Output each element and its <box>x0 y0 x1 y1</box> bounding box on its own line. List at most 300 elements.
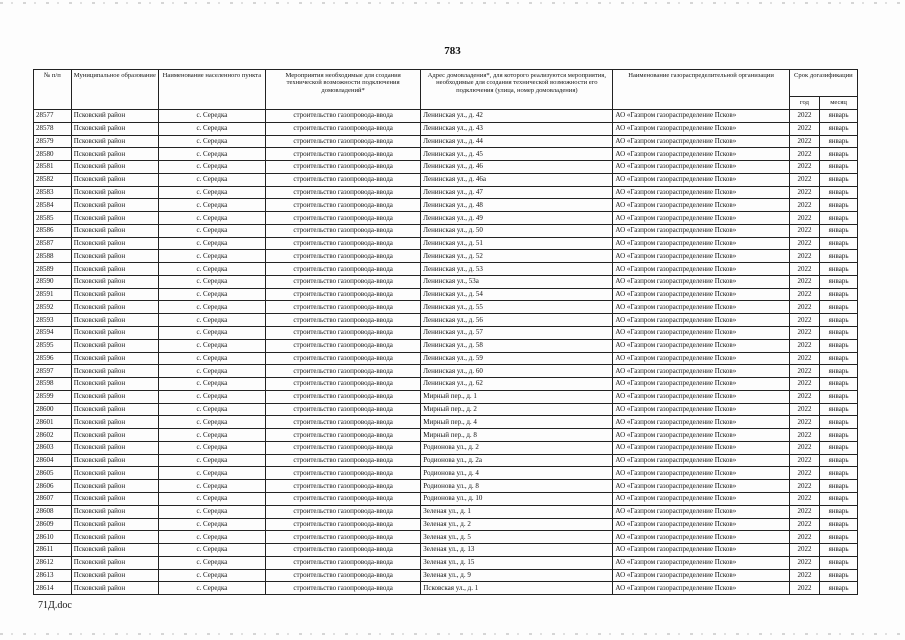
cell-address: Родионова ул., д. 10 <box>421 492 613 505</box>
cell-activity: строительство газопровода-ввода <box>265 199 420 212</box>
cell-activity: строительство газопровода-ввода <box>265 301 420 314</box>
cell-address: Ленинская ул., д. 48 <box>421 199 613 212</box>
cell-address: Ленинская ул., д. 47 <box>421 186 613 199</box>
cell-number: 28585 <box>34 212 72 225</box>
table-row <box>34 110 858 123</box>
cell-number: 28586 <box>34 224 72 237</box>
table-row <box>34 161 858 174</box>
cell-address: Мирный пер., д. 2 <box>421 403 613 416</box>
cell-address: Родионова ул., д. 4 <box>421 467 613 480</box>
cell-month: январь <box>820 212 858 225</box>
cell-locality: с. Середка <box>158 429 265 442</box>
cell-year: 2022 <box>789 518 819 531</box>
cell-address: Ленинская ул., д. 42 <box>421 110 613 123</box>
cell-year: 2022 <box>789 173 819 186</box>
cell-month: январь <box>820 416 858 429</box>
cell-locality: с. Середка <box>158 263 265 276</box>
cell-address: Родионова ул., д. 2 <box>421 441 613 454</box>
cell-organization: АО «Газпром газораспределение Псков» <box>613 492 789 505</box>
cell-month: январь <box>820 582 858 595</box>
cell-number: 28613 <box>34 569 72 582</box>
cell-municipality: Псковский район <box>71 480 158 493</box>
cell-number: 28582 <box>34 173 72 186</box>
cell-month: январь <box>820 339 858 352</box>
cell-activity: строительство газопровода-ввода <box>265 288 420 301</box>
cell-number: 28596 <box>34 352 72 365</box>
cell-month: январь <box>820 505 858 518</box>
cell-number: 28595 <box>34 339 72 352</box>
cell-year: 2022 <box>789 212 819 225</box>
gasification-table <box>33 69 858 595</box>
cell-organization: АО «Газпром газораспределение Псков» <box>613 199 789 212</box>
cell-number: 28612 <box>34 556 72 569</box>
table-row <box>34 378 858 391</box>
cell-month: январь <box>820 122 858 135</box>
cell-organization: АО «Газпром газораспределение Псков» <box>613 403 789 416</box>
cell-organization: АО «Газпром газораспределение Псков» <box>613 429 789 442</box>
cell-activity: строительство газопровода-ввода <box>265 518 420 531</box>
cell-year: 2022 <box>789 492 819 505</box>
table-row <box>34 390 858 403</box>
cell-activity: строительство газопровода-ввода <box>265 544 420 557</box>
cell-organization: АО «Газпром газораспределение Псков» <box>613 569 789 582</box>
cell-activity: строительство газопровода-ввода <box>265 339 420 352</box>
page-number: 783 <box>444 45 461 57</box>
cell-month: январь <box>820 327 858 340</box>
cell-organization: АО «Газпром газораспределение Псков» <box>613 454 789 467</box>
cell-address: Ленинская ул., д. 53 <box>421 263 613 276</box>
cell-activity: строительство газопровода-ввода <box>265 505 420 518</box>
cell-locality: с. Середка <box>158 365 265 378</box>
table-row <box>34 288 858 301</box>
scan-edge-bottom <box>0 633 905 635</box>
table-row <box>34 518 858 531</box>
cell-address: Ленинская ул., д. 45 <box>421 148 613 161</box>
cell-month: январь <box>820 224 858 237</box>
table-row <box>34 135 858 148</box>
cell-locality: с. Середка <box>158 237 265 250</box>
cell-activity: строительство газопровода-ввода <box>265 275 420 288</box>
cell-year: 2022 <box>789 314 819 327</box>
cell-month: январь <box>820 454 858 467</box>
table-row <box>34 314 858 327</box>
cell-number: 28601 <box>34 416 72 429</box>
table-row <box>34 212 858 225</box>
cell-address: Ленинская ул., д. 55 <box>421 301 613 314</box>
cell-year: 2022 <box>789 186 819 199</box>
cell-year: 2022 <box>789 441 819 454</box>
cell-locality: с. Середка <box>158 454 265 467</box>
cell-activity: строительство газопровода-ввода <box>265 122 420 135</box>
cell-address: Зеленая ул., д. 15 <box>421 556 613 569</box>
table-row <box>34 582 858 595</box>
cell-organization: АО «Газпром газораспределение Псков» <box>613 122 789 135</box>
cell-number: 28600 <box>34 403 72 416</box>
cell-organization: АО «Газпром газораспределение Псков» <box>613 556 789 569</box>
cell-month: январь <box>820 441 858 454</box>
table-row <box>34 339 858 352</box>
cell-municipality: Псковский район <box>71 518 158 531</box>
cell-address: Зеленая ул., д. 2 <box>421 518 613 531</box>
cell-number: 28602 <box>34 429 72 442</box>
table-row <box>34 173 858 186</box>
cell-address: Ленинская ул., д. 57 <box>421 327 613 340</box>
cell-activity: строительство газопровода-ввода <box>265 480 420 493</box>
cell-activity: строительство газопровода-ввода <box>265 467 420 480</box>
cell-address: Зеленая ул., д. 5 <box>421 531 613 544</box>
cell-locality: с. Середка <box>158 288 265 301</box>
cell-year: 2022 <box>789 263 819 276</box>
cell-month: январь <box>820 263 858 276</box>
cell-organization: АО «Газпром газораспределение Псков» <box>613 390 789 403</box>
cell-number: 28592 <box>34 301 72 314</box>
cell-activity: строительство газопровода-ввода <box>265 224 420 237</box>
cell-municipality: Псковский район <box>71 352 158 365</box>
cell-municipality: Псковский район <box>71 135 158 148</box>
cell-organization: АО «Газпром газораспределение Псков» <box>613 186 789 199</box>
cell-locality: с. Середка <box>158 518 265 531</box>
cell-number: 28583 <box>34 186 72 199</box>
cell-year: 2022 <box>789 582 819 595</box>
cell-locality: с. Середка <box>158 441 265 454</box>
cell-locality: с. Середка <box>158 531 265 544</box>
cell-month: январь <box>820 237 858 250</box>
cell-number: 28594 <box>34 327 72 340</box>
cell-address: Ленинская ул., 53а <box>421 275 613 288</box>
cell-organization: АО «Газпром газораспределение Псков» <box>613 467 789 480</box>
cell-activity: строительство газопровода-ввода <box>265 531 420 544</box>
cell-month: январь <box>820 365 858 378</box>
table-row <box>34 199 858 212</box>
cell-organization: АО «Газпром газораспределение Псков» <box>613 518 789 531</box>
cell-locality: с. Середка <box>158 480 265 493</box>
cell-month: январь <box>820 378 858 391</box>
cell-address: Ленинская ул., д. 50 <box>421 224 613 237</box>
cell-organization: АО «Газпром газораспределение Псков» <box>613 173 789 186</box>
cell-activity: строительство газопровода-ввода <box>265 237 420 250</box>
cell-year: 2022 <box>789 365 819 378</box>
cell-municipality: Псковский район <box>71 250 158 263</box>
cell-year: 2022 <box>789 390 819 403</box>
cell-month: январь <box>820 403 858 416</box>
table-row <box>34 365 858 378</box>
table-row <box>34 416 858 429</box>
cell-activity: строительство газопровода-ввода <box>265 263 420 276</box>
cell-municipality: Псковский район <box>71 441 158 454</box>
cell-number: 28607 <box>34 492 72 505</box>
cell-month: январь <box>820 301 858 314</box>
cell-organization: АО «Газпром газораспределение Псков» <box>613 301 789 314</box>
cell-number: 28598 <box>34 378 72 391</box>
table-row <box>34 186 858 199</box>
cell-address: Ленинская ул., д. 58 <box>421 339 613 352</box>
cell-locality: с. Середка <box>158 122 265 135</box>
cell-municipality: Псковский район <box>71 212 158 225</box>
cell-organization: АО «Газпром газораспределение Псков» <box>613 237 789 250</box>
cell-locality: с. Середка <box>158 556 265 569</box>
cell-address: Зеленая ул., д. 13 <box>421 544 613 557</box>
cell-locality: с. Середка <box>158 378 265 391</box>
cell-number: 28599 <box>34 390 72 403</box>
cell-address: Псковская ул., д. 1 <box>421 582 613 595</box>
cell-organization: АО «Газпром газораспределение Псков» <box>613 263 789 276</box>
cell-organization: АО «Газпром газораспределение Псков» <box>613 224 789 237</box>
cell-organization: АО «Газпром газораспределение Псков» <box>613 327 789 340</box>
cell-locality: с. Середка <box>158 327 265 340</box>
table-row <box>34 569 858 582</box>
cell-locality: с. Середка <box>158 544 265 557</box>
cell-municipality: Псковский район <box>71 569 158 582</box>
cell-year: 2022 <box>789 135 819 148</box>
cell-month: январь <box>820 352 858 365</box>
table-row <box>34 122 858 135</box>
cell-activity: строительство газопровода-ввода <box>265 110 420 123</box>
cell-number: 28590 <box>34 275 72 288</box>
cell-number: 28580 <box>34 148 72 161</box>
cell-organization: АО «Газпром газораспределение Псков» <box>613 314 789 327</box>
cell-address: Ленинская ул., д. 60 <box>421 365 613 378</box>
cell-year: 2022 <box>789 161 819 174</box>
cell-organization: АО «Газпром газораспределение Псков» <box>613 212 789 225</box>
cell-activity: строительство газопровода-ввода <box>265 390 420 403</box>
cell-year: 2022 <box>789 403 819 416</box>
cell-activity: строительство газопровода-ввода <box>265 173 420 186</box>
table-row <box>34 429 858 442</box>
cell-address: Ленинская ул., д. 52 <box>421 250 613 263</box>
cell-number: 28609 <box>34 518 72 531</box>
cell-month: январь <box>820 480 858 493</box>
cell-locality: с. Середка <box>158 135 265 148</box>
cell-month: январь <box>820 314 858 327</box>
table-row <box>34 544 858 557</box>
cell-number: 28584 <box>34 199 72 212</box>
cell-number: 28589 <box>34 263 72 276</box>
cell-organization: АО «Газпром газораспределение Псков» <box>613 352 789 365</box>
cell-locality: с. Середка <box>158 301 265 314</box>
cell-locality: с. Середка <box>158 173 265 186</box>
cell-month: январь <box>820 467 858 480</box>
cell-year: 2022 <box>789 531 819 544</box>
table-row <box>34 403 858 416</box>
cell-municipality: Псковский район <box>71 110 158 123</box>
cell-activity: строительство газопровода-ввода <box>265 429 420 442</box>
cell-organization: АО «Газпром газораспределение Псков» <box>613 582 789 595</box>
cell-activity: строительство газопровода-ввода <box>265 135 420 148</box>
header-deadline: Срок догазификации <box>789 70 857 97</box>
cell-activity: строительство газопровода-ввода <box>265 378 420 391</box>
cell-municipality: Псковский район <box>71 492 158 505</box>
cell-municipality: Псковский район <box>71 173 158 186</box>
cell-locality: с. Середка <box>158 110 265 123</box>
cell-municipality: Псковский район <box>71 365 158 378</box>
cell-municipality: Псковский район <box>71 390 158 403</box>
cell-month: январь <box>820 161 858 174</box>
cell-month: январь <box>820 288 858 301</box>
cell-year: 2022 <box>789 416 819 429</box>
cell-year: 2022 <box>789 544 819 557</box>
cell-locality: с. Середка <box>158 212 265 225</box>
cell-year: 2022 <box>789 467 819 480</box>
cell-activity: строительство газопровода-ввода <box>265 365 420 378</box>
cell-locality: с. Середка <box>158 148 265 161</box>
cell-activity: строительство газопровода-ввода <box>265 352 420 365</box>
cell-year: 2022 <box>789 301 819 314</box>
cell-activity: строительство газопровода-ввода <box>265 416 420 429</box>
cell-municipality: Псковский район <box>71 403 158 416</box>
header-month: месяц <box>820 97 858 110</box>
cell-address: Ленинская ул., д. 62 <box>421 378 613 391</box>
cell-year: 2022 <box>789 327 819 340</box>
table-row <box>34 492 858 505</box>
document-filename: 71Д.doc <box>38 600 72 611</box>
cell-year: 2022 <box>789 275 819 288</box>
cell-activity: строительство газопровода-ввода <box>265 250 420 263</box>
cell-municipality: Псковский район <box>71 467 158 480</box>
cell-municipality: Псковский район <box>71 161 158 174</box>
cell-organization: АО «Газпром газораспределение Псков» <box>613 544 789 557</box>
table-row <box>34 454 858 467</box>
cell-locality: с. Середка <box>158 416 265 429</box>
cell-activity: строительство газопровода-ввода <box>265 403 420 416</box>
cell-address: Ленинская ул., д. 49 <box>421 212 613 225</box>
cell-activity: строительство газопровода-ввода <box>265 441 420 454</box>
cell-year: 2022 <box>789 454 819 467</box>
cell-month: январь <box>820 531 858 544</box>
cell-organization: АО «Газпром газораспределение Псков» <box>613 505 789 518</box>
cell-locality: с. Середка <box>158 492 265 505</box>
cell-month: январь <box>820 569 858 582</box>
cell-number: 28579 <box>34 135 72 148</box>
cell-municipality: Псковский район <box>71 556 158 569</box>
cell-locality: с. Середка <box>158 161 265 174</box>
cell-month: январь <box>820 186 858 199</box>
cell-municipality: Псковский район <box>71 301 158 314</box>
table-row <box>34 263 858 276</box>
cell-municipality: Псковский район <box>71 186 158 199</box>
cell-organization: АО «Газпром газораспределение Псков» <box>613 161 789 174</box>
cell-number: 28593 <box>34 314 72 327</box>
cell-address: Ленинская ул., д. 46 <box>421 161 613 174</box>
cell-address: Ленинская ул., д. 43 <box>421 122 613 135</box>
cell-locality: с. Середка <box>158 403 265 416</box>
cell-locality: с. Середка <box>158 250 265 263</box>
table-row <box>34 556 858 569</box>
cell-number: 28610 <box>34 531 72 544</box>
table-row <box>34 327 858 340</box>
cell-organization: АО «Газпром газораспределение Псков» <box>613 416 789 429</box>
cell-municipality: Псковский район <box>71 582 158 595</box>
cell-municipality: Псковский район <box>71 429 158 442</box>
cell-activity: строительство газопровода-ввода <box>265 314 420 327</box>
cell-organization: АО «Газпром газораспределение Псков» <box>613 275 789 288</box>
cell-month: январь <box>820 110 858 123</box>
cell-activity: строительство газопровода-ввода <box>265 492 420 505</box>
cell-month: январь <box>820 390 858 403</box>
table-row <box>34 352 858 365</box>
cell-address: Родионова ул., д. 2а <box>421 454 613 467</box>
cell-address: Мирный пер., д. 4 <box>421 416 613 429</box>
header-municipality: Муниципальное образование <box>71 70 158 110</box>
cell-month: январь <box>820 518 858 531</box>
cell-number: 28587 <box>34 237 72 250</box>
cell-municipality: Псковский район <box>71 454 158 467</box>
cell-municipality: Псковский район <box>71 505 158 518</box>
header-activity: Мероприятия необходимые для создания технической возможности подключения домовладений* <box>265 70 420 110</box>
table-row <box>34 301 858 314</box>
cell-year: 2022 <box>789 352 819 365</box>
cell-locality: с. Середка <box>158 582 265 595</box>
table-row <box>34 148 858 161</box>
cell-municipality: Псковский район <box>71 378 158 391</box>
cell-address: Мирный пер., д. 1 <box>421 390 613 403</box>
cell-locality: с. Середка <box>158 467 265 480</box>
cell-municipality: Псковский район <box>71 531 158 544</box>
cell-locality: с. Середка <box>158 199 265 212</box>
cell-municipality: Псковский район <box>71 148 158 161</box>
cell-municipality: Псковский район <box>71 327 158 340</box>
cell-address: Ленинская ул., д. 54 <box>421 288 613 301</box>
cell-address: Ленинская ул., д. 59 <box>421 352 613 365</box>
cell-number: 28608 <box>34 505 72 518</box>
cell-number: 28605 <box>34 467 72 480</box>
cell-address: Мирный пер., д. 8 <box>421 429 613 442</box>
cell-locality: с. Середка <box>158 314 265 327</box>
table-row <box>34 441 858 454</box>
table-row <box>34 531 858 544</box>
cell-month: январь <box>820 250 858 263</box>
cell-month: январь <box>820 199 858 212</box>
header-locality: Наименование населенного пункта <box>158 70 265 110</box>
cell-address: Зеленая ул., д. 9 <box>421 569 613 582</box>
header-org: Наименование газораспределительной организации <box>613 70 789 110</box>
cell-number: 28597 <box>34 365 72 378</box>
table-body <box>34 110 858 595</box>
cell-number: 28614 <box>34 582 72 595</box>
cell-year: 2022 <box>789 480 819 493</box>
cell-locality: с. Середка <box>158 390 265 403</box>
table-row <box>34 480 858 493</box>
cell-locality: с. Середка <box>158 352 265 365</box>
cell-municipality: Псковский район <box>71 275 158 288</box>
table-row <box>34 467 858 480</box>
cell-year: 2022 <box>789 288 819 301</box>
cell-address: Зеленая ул., д. 1 <box>421 505 613 518</box>
cell-locality: с. Середка <box>158 339 265 352</box>
cell-municipality: Псковский район <box>71 314 158 327</box>
cell-number: 28577 <box>34 110 72 123</box>
cell-locality: с. Середка <box>158 224 265 237</box>
cell-year: 2022 <box>789 122 819 135</box>
table-row <box>34 275 858 288</box>
cell-year: 2022 <box>789 378 819 391</box>
cell-organization: АО «Газпром газораспределение Псков» <box>613 531 789 544</box>
cell-number: 28611 <box>34 544 72 557</box>
cell-number: 28581 <box>34 161 72 174</box>
cell-address: Ленинская ул., д. 56 <box>421 314 613 327</box>
cell-year: 2022 <box>789 224 819 237</box>
header-year: год <box>789 97 819 110</box>
table-row <box>34 505 858 518</box>
cell-month: январь <box>820 148 858 161</box>
cell-municipality: Псковский район <box>71 237 158 250</box>
cell-locality: с. Середка <box>158 275 265 288</box>
cell-month: январь <box>820 556 858 569</box>
cell-address: Ленинская ул., д. 46а <box>421 173 613 186</box>
scan-edge-top <box>0 2 905 4</box>
cell-activity: строительство газопровода-ввода <box>265 186 420 199</box>
table-row <box>34 224 858 237</box>
cell-address: Ленинская ул., д. 51 <box>421 237 613 250</box>
